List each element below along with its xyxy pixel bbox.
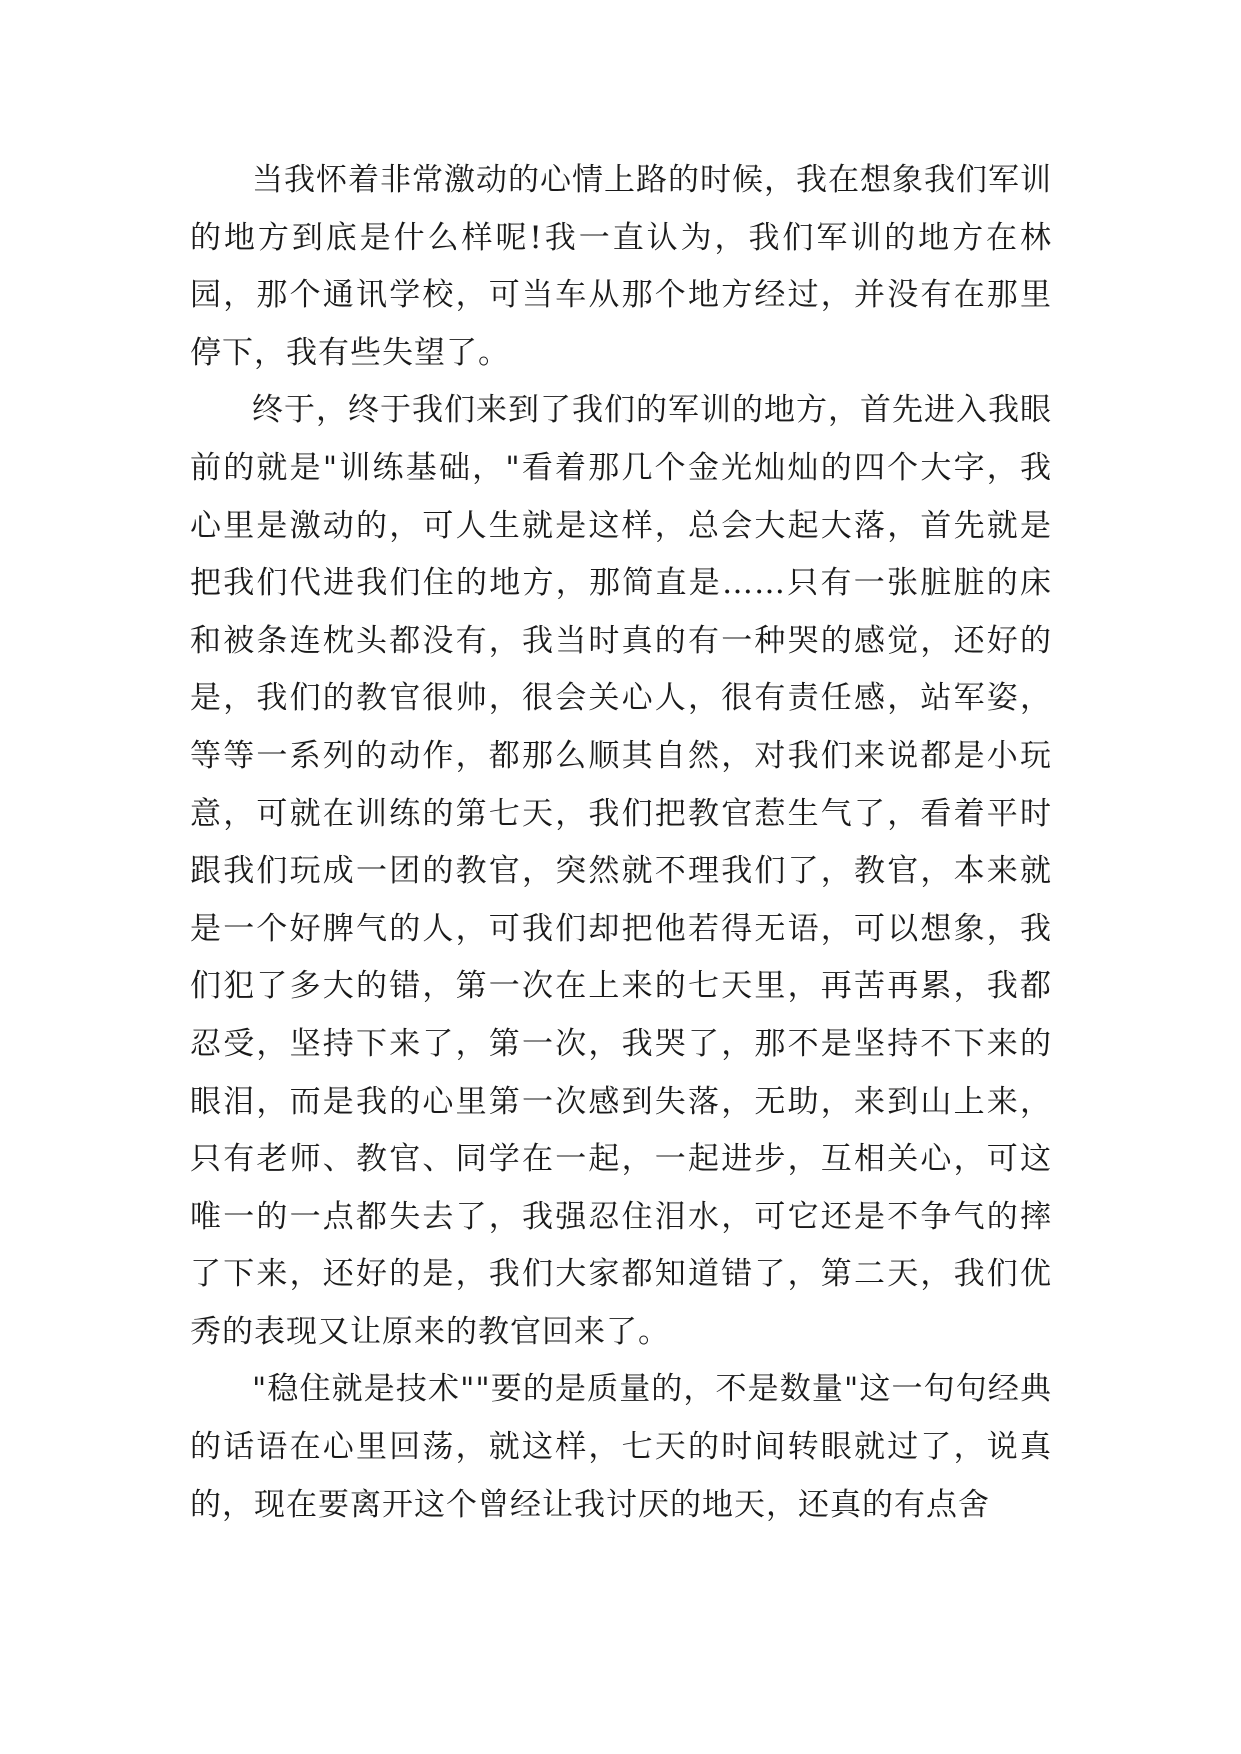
paragraph-3: "稳住就是技术""要的是质量的，不是数量"这一句句经典的话语在心里回荡，就这样，七天的时间转眼就过了，说真的，现在要离开这个曾经让我讨厌的地天，还真的有点舍 — [190, 1371, 1052, 1523]
body-text — [190, 152, 1052, 1534]
paragraph-1: 当我怀着非常激动的心情上路的时候，我在想象我们军训的地方到底是什么样呢!我一直认为，我们军训的地方在林园，那个通讯学校，可当车从那个地方经过，并没有在那里停下，我有些失望了。 — [190, 162, 1052, 371]
paragraph-2: 终于，终于我们来到了我们的军训的地方，首先进入我眼前的就是"训练基础，"看着那几个金光灿灿的四个大字，我心里是激动的，可人生就是这样，总会大起大落，首先就是把我们代进我们住的地方，那简直是……只有一张脏脏的床和被条连枕头都没有，我当时真的有一种哭的感觉，还好的是，我们的教官很帅，很会关心人，很有责任感，站军姿，等等一系列的动作，都那么顺其自然，对我们来说都是小玩意，可就在训练的第七天，我们把教官惹生气了，看着平时跟我们玩成一团的教官，突然就不理我们了，教官，本来就是一个好脾气的人，可我们却把他若得无语，可以想象，我们犯了多大的错，第一次在上来的七天里，再苦再累，我都忍受，坚持下来了，第一次，我哭了，那不是坚持不下来的眼泪，而是我的心里第一次感到失落，无助，来到山上来，只有老师、教官、同学在一起，一起进步，互相关心，可这唯一的一点都失去了，我强忍住泪水，可它还是不争气的摔了下来，还好的是，我们大家都知道错了，第二天，我们优秀的表现又让原来的教官回来了。 — [190, 392, 1052, 1350]
